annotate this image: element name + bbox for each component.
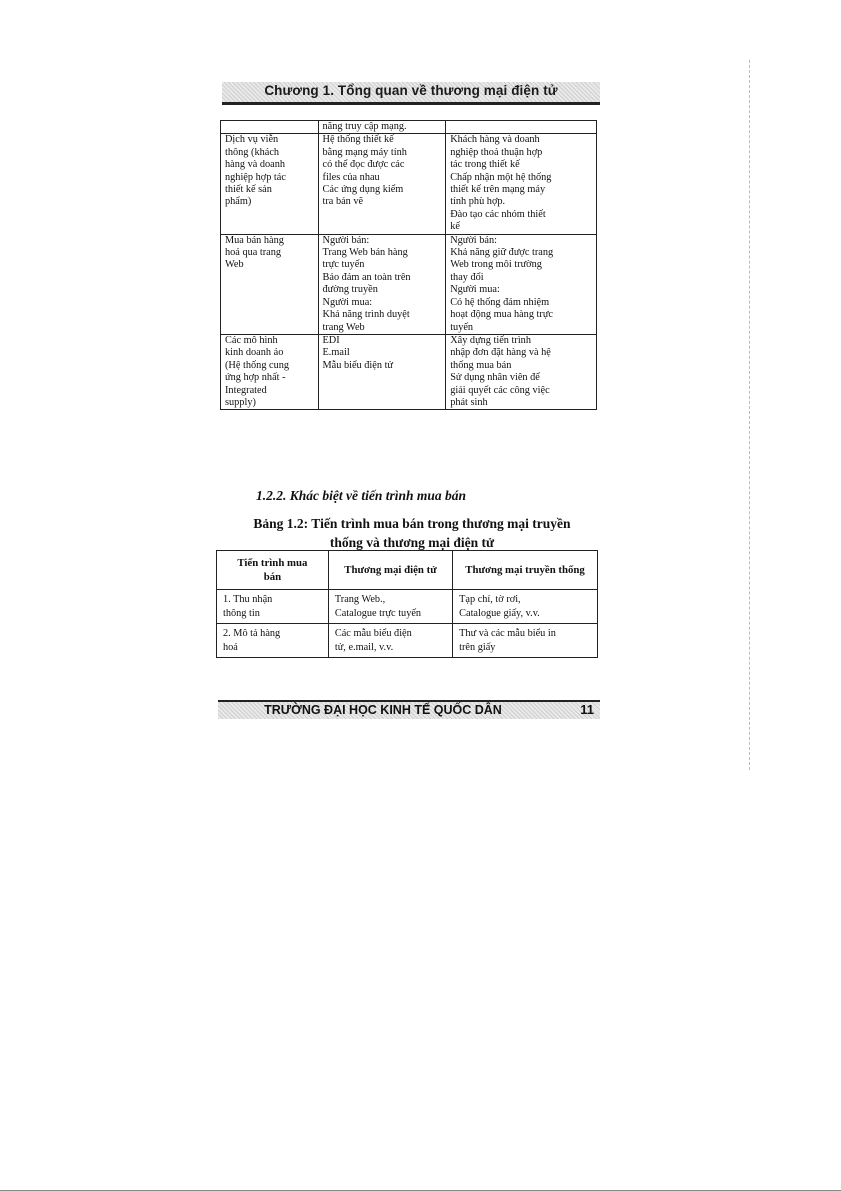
table-cell: Dịch vụ viễn thông (khách hàng và doanh nghiệp hợp tác thiết kế sản phẩm)	[221, 134, 319, 234]
table-cell: Người bán: Khả năng giữ được trang Web trong môi trường thay đổi Người mua: Có hệ thống đảm nhiệm hoạt động mua hàng trực tuyến	[446, 234, 597, 334]
table-header-row	[217, 551, 598, 590]
university-name: TRƯỜNG ĐẠI HỌC KINH TẾ QUỐC DÂN	[264, 703, 502, 717]
page-number: 11	[580, 702, 594, 717]
footer-bar	[218, 700, 600, 719]
section-heading: 1.2.2. Khác biệt về tiến trình mua bán	[256, 488, 467, 503]
table-cell: Người bán: Trang Web bán hàng trực tuyến Bảo đảm an toàn trên đường truyền Người mua: Khả năng trình duyệt trang Web	[318, 234, 446, 334]
table-row	[221, 234, 597, 334]
column-header: Thương mại truyền thống	[453, 551, 598, 590]
table-cell: 2. Mô tả hàng hoá	[217, 624, 329, 658]
column-header: Thương mại điện tử	[328, 551, 452, 590]
table-cell: Khách hàng và doanh nghiệp thoả thuận hợp tác trong thiết kế Chấp nhận một hệ thống thiết kế trên mạng máy tính phù hợp. Đào tạo các nhóm thiết kế	[446, 134, 597, 234]
table-cell: Xây dựng tiến trình nhập đơn đặt hàng và hệ thống mua bán Sử dụng nhân viên để giải quyết các công việc phát sinh	[446, 334, 597, 409]
caption-line: Bảng 1.2: Tiến trình mua bán trong thương mại truyền thống và thương mại điện tử	[253, 516, 571, 550]
table-row	[217, 590, 598, 624]
table-cell: Thư và các mẫu biểu in trên giấy	[453, 624, 598, 658]
table-cell: Mua bán hàng hoá qua trang Web	[221, 234, 319, 334]
chapter-title: Chương 1. Tổng quan về thương mại điện tử	[264, 83, 558, 98]
column-header: Tiến trình mua bán	[217, 551, 329, 590]
table-cell: 1. Thu nhận thông tin	[217, 590, 329, 624]
table-row	[221, 334, 597, 409]
scan-margin-line	[749, 60, 750, 770]
table-cell: Trang Web., Catalogue trực tuyến	[328, 590, 452, 624]
table-row	[221, 134, 597, 234]
chapter-header-bar	[222, 82, 600, 105]
table-cell	[446, 121, 597, 134]
table-cell: Các mẫu biểu điện tử, e.mail, v.v.	[328, 624, 452, 658]
table-row	[221, 121, 597, 134]
table-cell: năng truy cập mạng.	[318, 121, 446, 134]
table-row	[217, 624, 598, 658]
process-comparison-table	[216, 550, 598, 658]
table-caption	[212, 514, 612, 552]
table-cell	[221, 121, 319, 134]
comparison-table-continued	[220, 120, 597, 410]
table-cell: Tạp chí, tờ rơi, Catalogue giấy, v.v.	[453, 590, 598, 624]
table-cell: Hệ thống thiết kế bằng mạng máy tính có thể đọc được các files của nhau Các ứng dụng kiểm tra bản vẽ	[318, 134, 446, 234]
table-cell: EDI E.mail Mẫu biểu điện tử	[318, 334, 446, 409]
table-cell: Các mô hình kinh doanh ảo (Hệ thống cung ứng hợp nhất - Integrated supply)	[221, 334, 319, 409]
